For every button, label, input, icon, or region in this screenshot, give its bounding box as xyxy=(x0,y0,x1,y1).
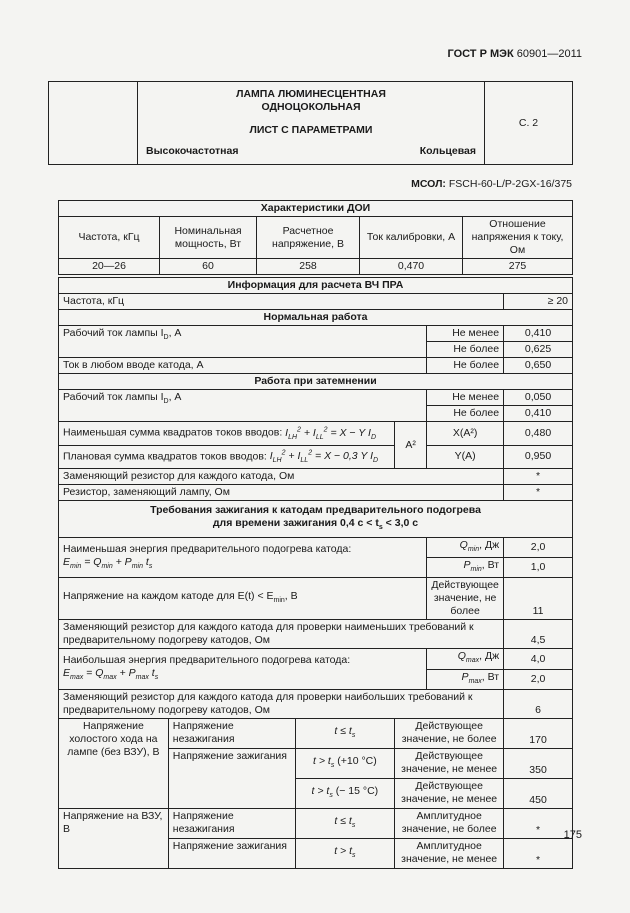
vzu-cond-1: $t \le t_s$ xyxy=(295,808,395,838)
dim-max-value: 0,410 xyxy=(504,406,573,422)
qmin-label: $Q_{min}$, Дж xyxy=(427,538,504,558)
ignition-title-2b: < 3,0 с xyxy=(382,517,419,530)
qmin-value: 2,0 xyxy=(504,538,573,558)
dim-current-unit: , А xyxy=(168,391,182,403)
idle-voltage-label: Напряжение холостого хода на лампе (без ВЗУ), В xyxy=(59,718,169,808)
x-value: 0,480 xyxy=(504,422,573,446)
min-energy-text: Наименьшая энергия предварительного подогрева катода: xyxy=(63,542,352,555)
normal-not-less: Не менее xyxy=(427,326,504,342)
doi-title: Характеристики ДОИ xyxy=(59,201,573,217)
each-cathode-condition: Действующее значение, не более xyxy=(427,578,504,620)
freq-value: ≥ 20 xyxy=(504,294,573,310)
repl-min-label: Заменяющий резистор для каждого катода для проверки наименьших требований к предварительному подогреву катодов, Ом xyxy=(59,620,504,649)
plan-sum-label: Плановая сумма квадратов токов вводов: $I_{LH}^2 + I_{LL}^2 = X - 0,3$ Y $I_D$ xyxy=(59,445,395,469)
min-energy-label: Наименьшая энергия предварительного подогрева катода: $E_{min} = Q_{min} + P_{min}$ $t_s$ xyxy=(59,538,427,578)
qmax-label: $Q_{max}$, Дж xyxy=(427,649,504,669)
doi-value-current: 0,470 xyxy=(360,259,463,275)
min-sum-label: Наименьшая сумма квадратов токов вводов: $I_{LH}^2 + I_{LL}^2 = X - Y$ $I_D$ xyxy=(59,422,395,446)
normal-max-value: 0,625 xyxy=(504,342,573,358)
idle-cond-3: $t > t_s$ (− 15 °C) xyxy=(295,778,395,808)
idle-ignition: Напряжение зажигания xyxy=(168,748,295,808)
doi-header-power: Номинальная мощность, Вт xyxy=(160,217,257,259)
idle-eff-less-1: Действующее значение, не менее xyxy=(395,748,504,778)
dim-not-less: Не менее xyxy=(427,390,504,406)
standard-name: ГОСТ Р МЭК xyxy=(447,48,514,60)
pmax-label: $P_{max}$, Вт xyxy=(427,669,504,689)
page-ref: С. 2 xyxy=(485,82,573,165)
vzu-ignition: Напряжение зажигания xyxy=(168,838,295,868)
repl-cathode-value: * xyxy=(504,469,573,485)
freq-label: Частота, кГц xyxy=(59,294,504,310)
doi-value-power: 60 xyxy=(160,259,257,275)
normal-min-value: 0,410 xyxy=(504,326,573,342)
doi-value-ratio: 275 xyxy=(463,259,573,275)
doi-header-ratio: Отношение напряжения к току, Ом xyxy=(463,217,573,259)
title-line1: ЛАМПА ЛЮМИНЕСЦЕНТНАЯ xyxy=(236,88,386,100)
plan-sum-text: Плановая сумма квадратов токов вводов: xyxy=(63,450,267,463)
work-current-text: Рабочий ток лампы I xyxy=(63,327,164,339)
dim-current-text: Рабочий ток лампы I xyxy=(63,391,164,403)
pmax-unit: , Вт xyxy=(481,670,500,683)
vzu-amp-more: Амплитудное значение, не более xyxy=(395,808,504,838)
title-cell xyxy=(138,82,485,165)
each-cathode-value: 11 xyxy=(504,578,573,620)
title-line2: ОДНОЦОКОЛЬНАЯ xyxy=(261,101,361,113)
pmin-label: $P_{min}$, Вт xyxy=(427,558,504,578)
dim-min-value: 0,050 xyxy=(504,390,573,406)
max-energy-label: Наибольшая энергия предварительного подогрева катода: $E_{max} = Q_{max} + P_{max}$ $t_s$ xyxy=(59,649,427,689)
qmax-value: 4,0 xyxy=(504,649,573,669)
vzu-cond-2: $t > t_s$ xyxy=(295,838,395,868)
msol-line xyxy=(411,178,572,190)
idle-eff-less-2: Действующее значение, не менее xyxy=(395,778,504,808)
normal-title: Нормальная работа xyxy=(59,310,573,326)
idle-cond-1: $t \le t_s$ xyxy=(295,718,395,748)
vch-table xyxy=(58,277,573,869)
repl-lamp-label: Резистор, заменяющий лампу, Ом xyxy=(59,485,504,501)
x-label: X(A²) xyxy=(427,422,504,446)
dim-current-label xyxy=(59,390,427,422)
vzu-voltage-label: Напряжение на ВЗУ, В xyxy=(59,808,169,868)
doi-header-voltage: Расчетное напряжение, В xyxy=(257,217,360,259)
vzu-amp-less: Амплитудное значение, не менее xyxy=(395,838,504,868)
qmin-unit: , Дж xyxy=(479,539,500,552)
vzu-value-2: * xyxy=(504,838,573,868)
repl-cathode-label: Заменяющий резистор для каждого катода, Ом xyxy=(59,469,504,485)
max-energy-text: Наибольшая энергия предварительного подогрева катода: xyxy=(63,654,351,667)
dim-not-more: Не более xyxy=(427,406,504,422)
idle-eff-more: Действующее значение, не более xyxy=(395,718,504,748)
ignition-title-1: Требования зажигания к катодам предварительного подогрева xyxy=(150,504,481,517)
doi-header-current: Ток калибровки, А xyxy=(360,217,463,259)
idle-cond-2: $t > t_s$ (+10 °C) xyxy=(295,748,395,778)
lamp-type-left: Высокочастотная xyxy=(146,145,239,157)
standard-number: 60901—2011 xyxy=(516,48,582,60)
vch-title: Информация для расчета ВЧ ПРА xyxy=(59,278,573,294)
msol-label: МСОЛ: xyxy=(411,178,446,190)
repl-min-value: 4,5 xyxy=(504,620,573,649)
title-block xyxy=(48,81,573,165)
min-sum-text: Наименьшая сумма квадратов токов вводов: xyxy=(63,426,283,439)
pmin-unit: , Вт xyxy=(481,559,500,572)
msol-code: FSCH-60-L/P-2GX-16/375 xyxy=(448,178,572,190)
dim-title: Работа при затемнении xyxy=(59,374,573,390)
normal-not-more: Не более xyxy=(427,342,504,358)
ignition-title-2: для времени зажигания 0,4 с < t xyxy=(212,517,379,530)
idle-value-170: 170 xyxy=(504,718,573,748)
vzu-non-ignition: Напряжение незажигания xyxy=(168,808,295,838)
doi-value-freq: 20—26 xyxy=(59,259,160,275)
pmax-value: 2,0 xyxy=(504,669,573,689)
y-label: Y(A) xyxy=(427,445,504,469)
document-header xyxy=(447,48,582,60)
repl-max-label: Заменяющий резистор для каждого катода для проверки наибольших требований к предварительному подогреву катодов, Ом xyxy=(59,689,504,718)
unit-a2: A² xyxy=(395,422,427,469)
each-cathode-unit: , В xyxy=(284,590,298,603)
work-current-unit: , А xyxy=(168,327,182,339)
repl-lamp-value: * xyxy=(504,485,573,501)
work-current-label xyxy=(59,326,427,358)
vzu-value-1: * xyxy=(504,808,573,838)
doi-table xyxy=(58,200,573,275)
ignition-title: Требования зажигания к катодам предварительного подогрева для времени зажигания 0,4 $с < t_s < 3,0$ с xyxy=(59,501,573,538)
repl-max-value: 6 xyxy=(504,689,573,718)
sheet-title: ЛИСТ С ПАРАМЕТРАМИ xyxy=(249,124,373,136)
doi-value-voltage: 258 xyxy=(257,259,360,275)
doi-header-freq: Частота, кГц xyxy=(59,217,160,259)
title-empty-cell xyxy=(49,82,138,165)
dim-current-sub: D xyxy=(163,398,169,406)
idle-value-450: 450 xyxy=(504,778,573,808)
lamp-type-right: Кольцевая xyxy=(419,145,476,157)
each-cathode-label: Напряжение на каждом катоде для $E(t) < E_{min}$, В xyxy=(59,578,427,620)
qmax-unit: , Дж xyxy=(479,650,500,663)
each-cathode-text: Напряжение на каждом катоде для E(t) < E xyxy=(63,590,274,603)
page-number: 175 xyxy=(563,829,582,841)
y-value: 0,950 xyxy=(504,445,573,469)
cathode-current-label: Ток в любом вводе катода, А xyxy=(59,358,427,374)
cathode-not-more: Не более xyxy=(427,358,504,374)
work-current-sub: D xyxy=(163,334,169,342)
idle-value-350: 350 xyxy=(504,748,573,778)
pmin-value: 1,0 xyxy=(504,558,573,578)
cathode-current-value: 0,650 xyxy=(504,358,573,374)
idle-non-ignition: Напряжение незажигания xyxy=(168,718,295,748)
